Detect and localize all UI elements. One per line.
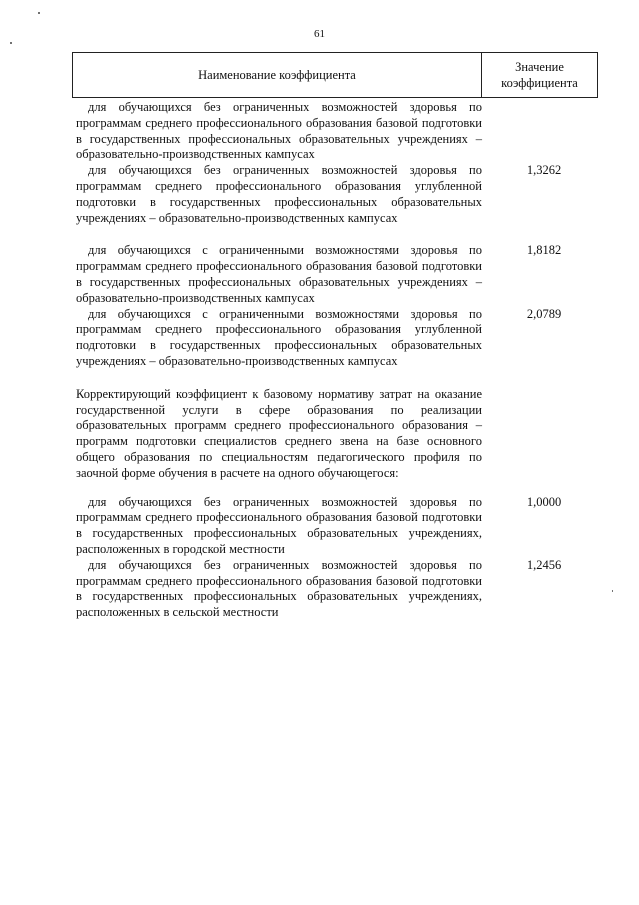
column-header-value-line2: коэффициента	[501, 76, 578, 90]
table-row	[76, 163, 596, 226]
coefficient-value: 1,0000	[526, 494, 562, 509]
scan-speck	[38, 12, 40, 14]
coefficient-value: 2,0789	[526, 306, 562, 321]
column-header-value-line1: Значение	[515, 60, 564, 74]
coefficient-value: 1,2456	[526, 557, 562, 572]
table-row	[76, 495, 596, 558]
table-row-section-heading	[76, 387, 596, 482]
table-header	[72, 52, 598, 98]
coefficient-name: для обучающихся без ограниченных возможностей здоровья по программам среднего профессионального образования базовой подготовки в государственных профессиональных образовательных учреждениях, расположенных в городской местности	[76, 494, 482, 556]
coefficient-value: 1,8182	[526, 243, 562, 258]
section-heading: Корректирующий коэффициент к базовому нормативу затрат на оказание государственной услуги в сфере образования по реализации образовательных программ среднего профессионального образования – программ подготовки специалистов среднего звена на базе основного общего образования по специальностям педагогического профиля по заочной форме обучения в расчете на одного обучающегося:	[76, 386, 482, 480]
scan-speck	[10, 42, 12, 44]
page-number: 61	[314, 28, 325, 40]
scan-speck	[612, 590, 613, 592]
coefficient-name: для обучающихся без ограниченных возможностей здоровья по программам среднего профессионального образования базовой подготовки в государственных профессиональных образовательных учреждениях – образовательно-производственных кампусах	[76, 100, 482, 162]
table-row	[76, 100, 596, 163]
coefficient-value: 1,3262	[526, 163, 562, 178]
column-header-name: Наименование коэффициента	[73, 53, 482, 97]
coefficient-name: для обучающихся с ограниченными возможностями здоровья по программам среднего профессионального образования базовой подготовки в государственных профессиональных образовательных учреждениях – образовательно-производственных кампусах	[76, 243, 482, 305]
table-row	[76, 558, 596, 621]
table-row	[76, 243, 596, 306]
coefficient-name: для обучающихся без ограниченных возможностей здоровья по программам среднего профессионального образования базовой подготовки в государственных профессиональных образовательных учреждениях, расположенных в сельской местности	[76, 557, 482, 620]
table-row	[76, 307, 596, 370]
coefficient-name: для обучающихся без ограниченных возможностей здоровья по программам среднего профессионального образования углубленной подготовки в государственных профессиональных образовательных учреждениях – образовательно-производственных кампусах	[76, 163, 482, 225]
table-body	[76, 100, 596, 621]
column-header-value	[482, 53, 597, 97]
coefficient-name: для обучающихся с ограниченными возможностями здоровья по программам среднего профессионального образования углубленной подготовки в государственных профессиональных образовательных учреждениях – образовательно-производственных кампусах	[76, 306, 482, 368]
